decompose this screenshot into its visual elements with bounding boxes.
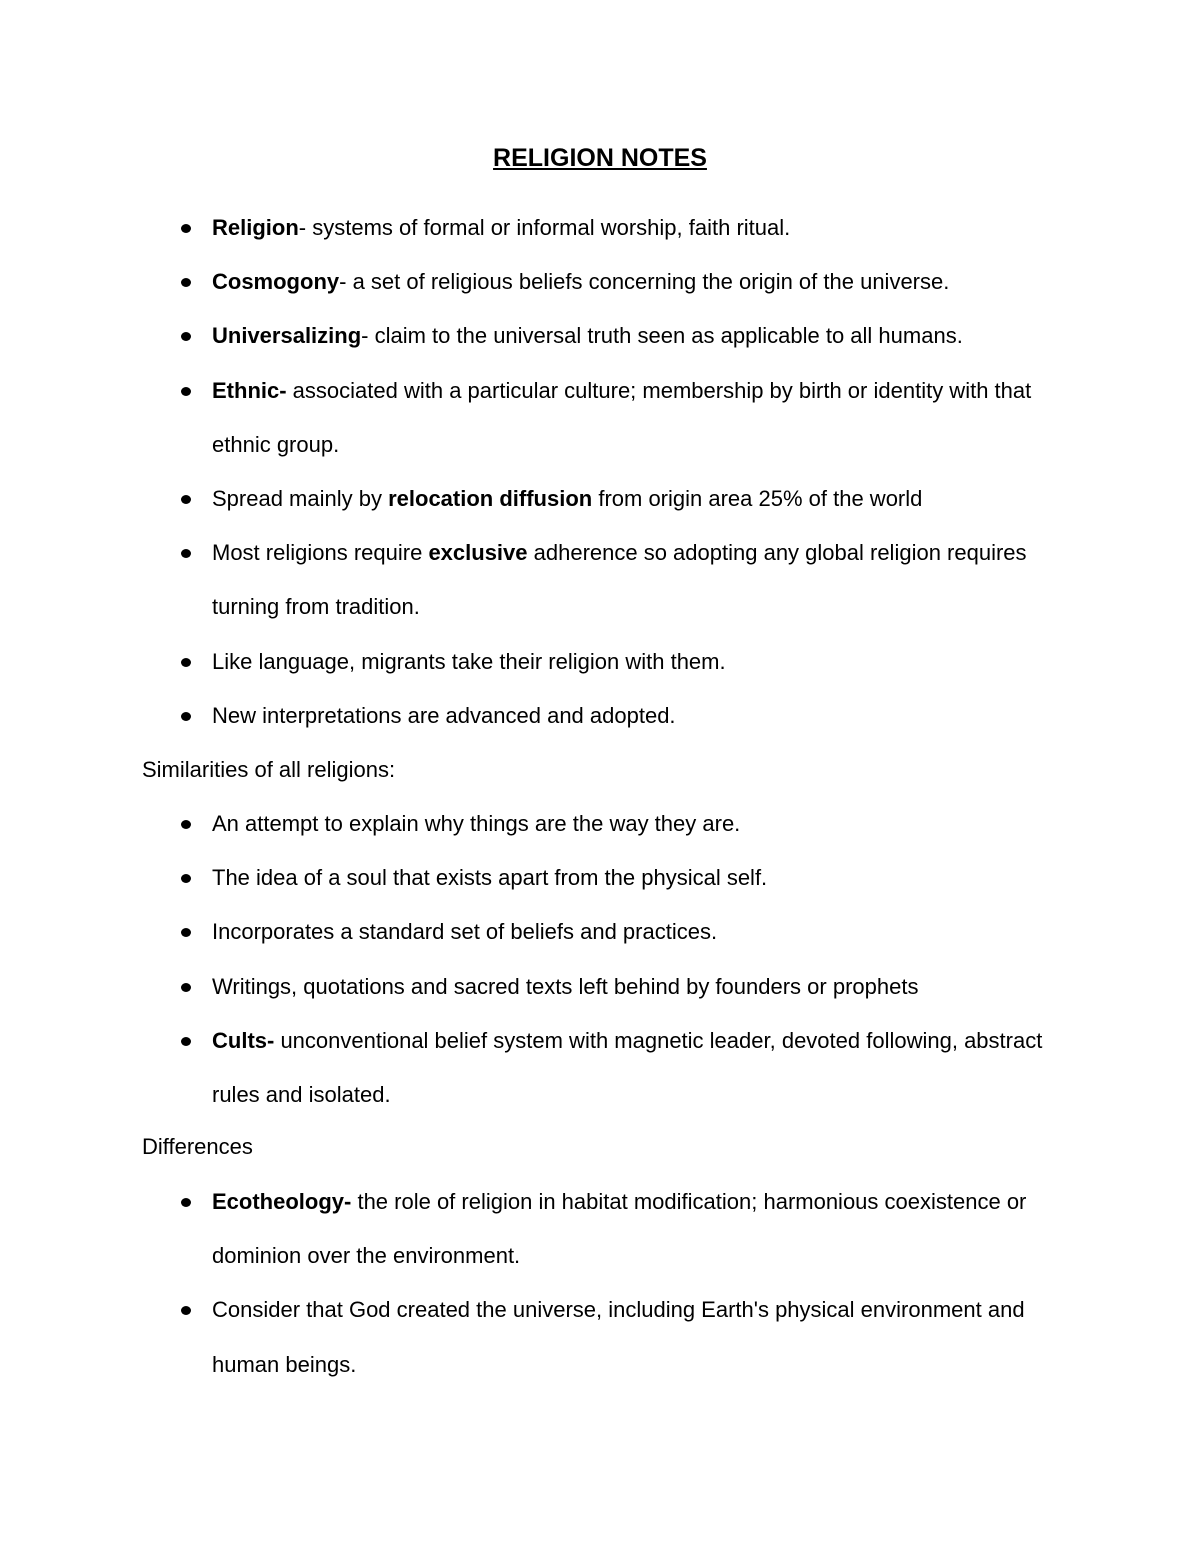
- term: Cosmogony: [212, 269, 340, 295]
- bullet-icon: [181, 224, 191, 233]
- page-title: RELIGION NOTES: [493, 144, 707, 172]
- bullet-icon: [181, 712, 191, 721]
- list-item: [177, 689, 1077, 743]
- differences-list: [177, 1175, 1077, 1392]
- item-text: Consider that God created the universe, including Earth's physical environment and human beings.: [212, 1297, 1025, 1377]
- definition-text: associated with a particular culture; membership by birth or identity with that ethnic group.: [212, 377, 1032, 457]
- item-text: Like language, migrants take their religion with them.: [212, 648, 726, 674]
- list-item: [177, 364, 1077, 472]
- bullet-icon: [181, 1306, 191, 1315]
- term: relocation diffusion: [388, 486, 593, 512]
- list-item: [177, 1014, 1077, 1122]
- list-item: [177, 1175, 1077, 1283]
- bullet-icon: [181, 332, 191, 341]
- list-item: [177, 797, 1077, 851]
- similarities-list: [177, 797, 1077, 1122]
- definition-text: unconventional belief system with magnetic leader, devoted following, abstract rules and isolated.: [212, 1027, 1043, 1108]
- list-item: [177, 960, 1077, 1014]
- definition-text: - claim to the universal truth seen as applicable to all humans.: [361, 323, 963, 349]
- definition-text: - a set of religious beliefs concerning the origin of the universe.: [339, 269, 950, 295]
- item-text: Incorporates a standard set of beliefs and practices.: [212, 919, 718, 945]
- definition-text: the role of religion in habitat modification; harmonious coexistence or dominion over the environment.: [212, 1189, 1027, 1269]
- text-after: adherence so adopting any global religion requires turning from tradition.: [212, 540, 1027, 620]
- text-before: Most religions require: [212, 540, 429, 566]
- term: Universalizing: [212, 323, 362, 349]
- text-before: Spread mainly by: [212, 486, 389, 512]
- bullet-icon: [181, 983, 191, 992]
- item-text: New interpretations are advanced and adopted.: [212, 702, 676, 728]
- term: exclusive: [428, 540, 528, 566]
- list-item: [177, 472, 1077, 526]
- definition-text: - systems of formal or informal worship, faith ritual.: [298, 215, 791, 240]
- differences-heading: Differences: [142, 1134, 253, 1159]
- item-text: The idea of a soul that exists apart from the physical self.: [212, 865, 768, 891]
- bullet-icon: [181, 874, 191, 883]
- term: Ethnic-: [212, 377, 287, 403]
- list-item: [177, 905, 1077, 959]
- list-item: [177, 851, 1077, 905]
- term: Cults-: [212, 1027, 275, 1053]
- list-item: [177, 255, 1077, 309]
- bullet-icon: [181, 278, 191, 287]
- bullet-icon: [181, 495, 191, 504]
- bullet-icon: [181, 820, 191, 829]
- definitions-list: [177, 201, 1077, 743]
- list-item: [177, 309, 1077, 363]
- list-item: [177, 201, 1077, 255]
- bullet-icon: [181, 1198, 191, 1207]
- similarities-heading: Similarities of all religions:: [142, 757, 396, 782]
- term: Ecotheology-: [212, 1189, 352, 1214]
- list-item: [177, 1283, 1077, 1391]
- bullet-icon: [181, 1037, 191, 1046]
- bullet-icon: [181, 549, 191, 558]
- list-item: [177, 526, 1077, 634]
- text-after: from origin area 25% of the world: [592, 486, 923, 512]
- term: Religion: [212, 215, 299, 240]
- bullet-icon: [181, 928, 191, 937]
- item-text: An attempt to explain why things are the way they are.: [212, 811, 741, 836]
- bullet-icon: [181, 387, 191, 396]
- bullet-icon: [181, 658, 191, 667]
- item-text: Writings, quotations and sacred texts left behind by founders or prophets: [212, 973, 919, 999]
- list-item: [177, 635, 1077, 689]
